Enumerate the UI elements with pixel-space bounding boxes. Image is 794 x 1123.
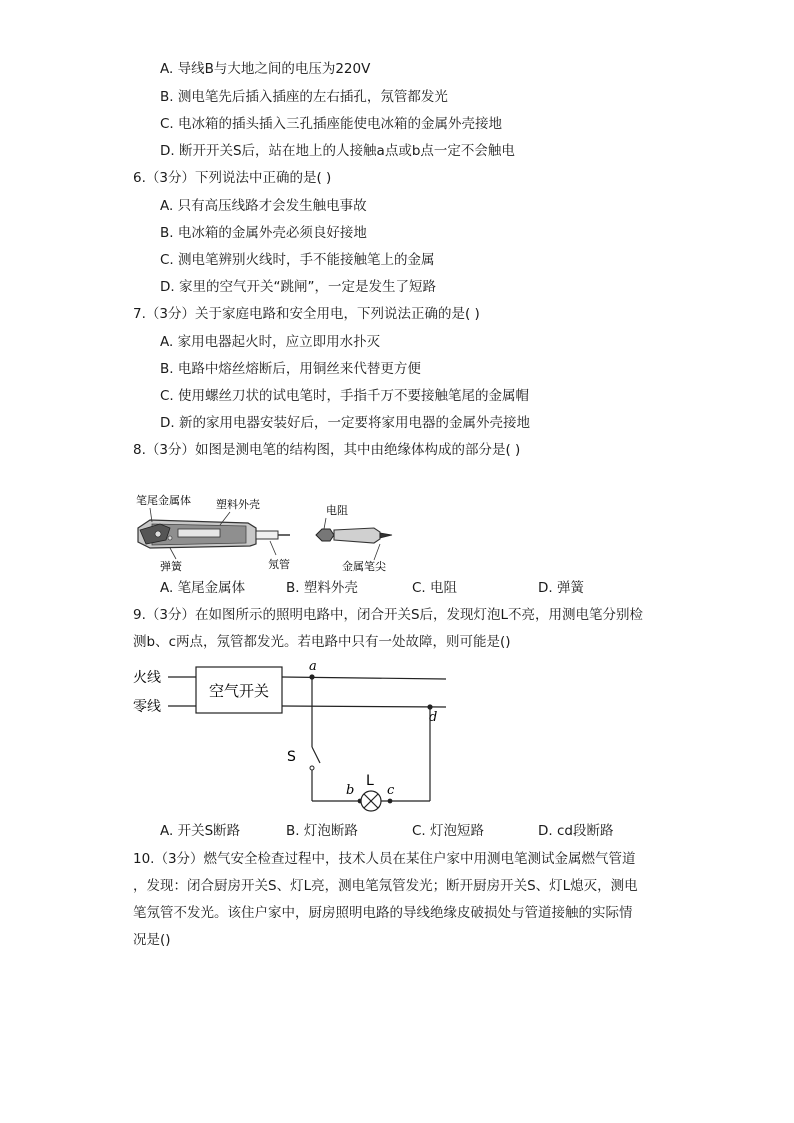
q8-option-c: C. 电阻 bbox=[412, 580, 458, 596]
q5-option-c: C. 电冰箱的插头插入三孔插座能使电冰箱的金属外壳接地 bbox=[160, 116, 503, 132]
point-c-label: c bbox=[387, 783, 395, 798]
q9-option-d: D. cd段断路 bbox=[538, 823, 614, 839]
label-metal-tip: 金属笔尖 bbox=[342, 560, 386, 573]
point-b-label: b bbox=[346, 783, 355, 798]
q6-option-b: B. 电冰箱的金属外壳必须良好接地 bbox=[160, 225, 367, 241]
q10-line4: 况是() bbox=[133, 932, 171, 948]
q6-option-d: D. 家里的空气开关“跳闸”，一定是发生了短路 bbox=[160, 279, 436, 295]
q7-option-c: C. 使用螺丝刀状的试电笔时，手指千万不要接触笔尾的金属帽 bbox=[160, 388, 530, 404]
q10-line1: 10.（3分）燃气安全检查过程中，技术人员在某住户家中用测电笔测试金属燃气管道 bbox=[133, 851, 636, 867]
switch-label: S bbox=[287, 749, 296, 765]
q9-option-c: C. 灯泡短路 bbox=[412, 823, 485, 839]
label-spring: 弹簧 bbox=[160, 560, 182, 573]
point-d-label: d bbox=[429, 710, 438, 725]
neutral-wire-label: 零线 bbox=[133, 699, 161, 715]
q9-stem-line1: 9.（3分）在如图所示的照明电路中，闭合开关S后，发现灯泡L不亮，用测电笔分别检 bbox=[133, 607, 644, 623]
point-a-label: a bbox=[309, 659, 317, 674]
q6-stem: 6.（3分）下列说法中正确的是( ) bbox=[133, 170, 332, 186]
tester-pen-figure bbox=[130, 488, 400, 574]
label-plastic-shell: 塑料外壳 bbox=[216, 498, 260, 511]
q5-option-a: A. 导线B与大地之间的电压为220V bbox=[160, 61, 371, 77]
q8-option-a: A. 笔尾金属体 bbox=[160, 580, 246, 596]
q10-line3: 笔氖管不发光。该住户家中，厨房照明电路的导线绝缘皮破损处与管道接触的实际情 bbox=[133, 905, 633, 921]
live-wire-label: 火线 bbox=[133, 670, 161, 686]
air-switch-label: 空气开关 bbox=[208, 682, 270, 700]
q9-option-a: A. 开关S断路 bbox=[160, 823, 241, 839]
label-resistor: 电阻 bbox=[326, 504, 348, 517]
q6-option-c: C. 测电笔辨别火线时，手不能接触笔上的金属 bbox=[160, 252, 435, 268]
q8-option-d: D. 弹簧 bbox=[538, 580, 584, 596]
q8-stem: 8.（3分）如图是测电笔的结构图，其中由绝缘体构成的部分是( ) bbox=[133, 442, 521, 458]
q9-stem-line2: 测b、c两点，氖管都发光。若电路中只有一处故障，则可能是() bbox=[133, 634, 511, 650]
q7-option-d: D. 新的家用电器安装好后，一定要将家用电器的金属外壳接地 bbox=[160, 415, 530, 431]
q8-options bbox=[160, 579, 680, 597]
q9-options bbox=[160, 822, 680, 840]
lamp-label: L bbox=[366, 773, 374, 789]
q6-option-a: A. 只有高压线路才会发生触电事故 bbox=[160, 198, 367, 214]
q7-stem: 7.（3分）关于家庭电路和安全用电，下列说法正确的是( ) bbox=[133, 306, 480, 322]
q10-line2: ，发现：闭合厨房开关S、灯L亮，测电笔氖管发光；断开厨房开关S、灯L熄灭，测电 bbox=[133, 878, 638, 894]
label-neon-tube: 氖管 bbox=[268, 558, 290, 571]
q5-option-b: B. 测电笔先后插入插座的左右插孔，氖管都发光 bbox=[160, 89, 448, 105]
lighting-circuit-figure bbox=[128, 655, 458, 815]
q7-option-b: B. 电路中熔丝熔断后，用铜丝来代替更方便 bbox=[160, 361, 421, 377]
q8-option-b: B. 塑料外壳 bbox=[286, 580, 358, 596]
q9-option-b: B. 灯泡断路 bbox=[286, 823, 358, 839]
label-tail-metal: 笔尾金属体 bbox=[136, 494, 191, 507]
q5-option-d: D. 断开开关S后，站在地上的人接触a点或b点一定不会触电 bbox=[160, 143, 515, 159]
q7-option-a: A. 家用电器起火时，应立即用水扑灭 bbox=[160, 334, 381, 350]
